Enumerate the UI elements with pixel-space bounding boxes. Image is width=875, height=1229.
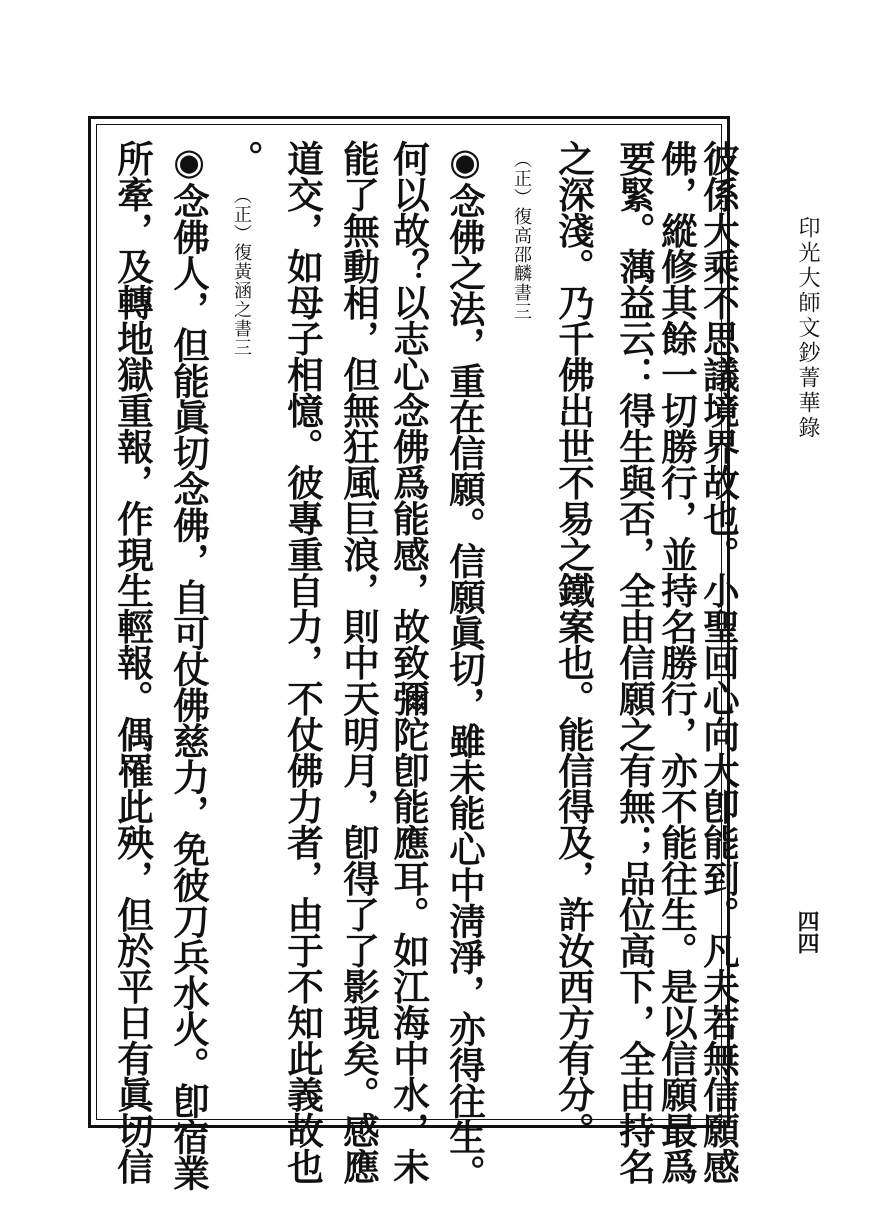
book-title: 印光大師文鈔菁華錄 <box>795 216 820 441</box>
source-note-1: （正）復高邵麟書三 <box>511 150 532 321</box>
page-number: 四四 <box>794 910 820 954</box>
trailing-period: 。 <box>221 140 265 176</box>
text-column-3: 要緊。蕅益云：得生與否，全由信願之有無；品位高下，全由持名 <box>613 140 657 1184</box>
text-column-10: 所牽，及轉地獄重報，作現生輕報。偶罹此殃，但於平日有眞切信 <box>111 140 155 1184</box>
text-column-1: 彼係大乘不思議境界故也。小聖回心向大卽能到。凡夫若無信願感 <box>697 140 741 1184</box>
text-column-5: ◉念佛之法，重在信願。信願眞切，雖未能心中淸淨，亦得往生。 <box>443 140 487 1191</box>
text-column-7: 能了無動相，但無狂風巨浪，則中天明月，卽得了了影現矣。感應 <box>337 140 381 1184</box>
text-column-6: 何以故？以志心念佛爲能感，故致彌陀卽能應耳。如江海中水，未 <box>387 140 431 1184</box>
text-column-8: 道交，如母子相憶。彼專重自力，不仗佛力者，由于不知此義故也 <box>281 140 325 1184</box>
text-column-4: 之深淺。乃千佛出世不易之鐵案也。能信得及，許汝西方有分。 <box>552 140 596 1148</box>
source-note-2: （正）復黃涵之書三 <box>231 186 252 357</box>
text-column-2: 佛，縱修其餘一切勝行，並持名勝行，亦不能往生。是以信願最爲 <box>655 140 699 1184</box>
text-column-9: ◉念佛人，但能眞切念佛，自可仗佛慈力，免彼刀兵水火。卽宿業 <box>167 140 211 1191</box>
